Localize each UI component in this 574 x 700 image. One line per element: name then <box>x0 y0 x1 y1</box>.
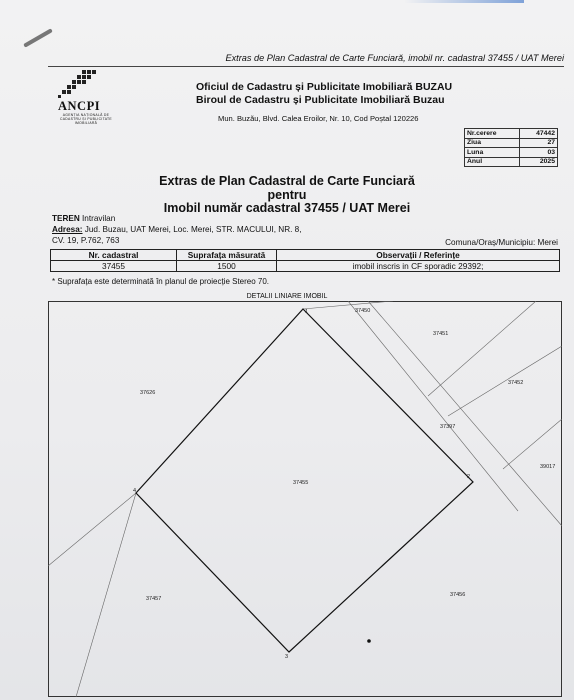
request-value: 27 <box>519 138 557 148</box>
request-value: 03 <box>519 148 557 158</box>
plan-title: DETALII LINIARE IMOBIL <box>246 293 328 300</box>
property-address-line2: CV. 19, P.762, 763 <box>52 236 120 245</box>
observations-cell: imobil inscris in CF sporadic 29392; <box>277 261 560 272</box>
locality: Comuna/Oraș/Municipiu: Merei <box>445 238 558 247</box>
neighbor-boundary <box>503 419 562 469</box>
request-value: 47442 <box>519 129 557 139</box>
header-divider <box>48 66 564 67</box>
document-title-for: pentru <box>267 188 307 202</box>
neighbor-label: 37457 <box>146 596 162 602</box>
neighbor-boundary <box>368 301 562 526</box>
scan-stripe <box>404 0 524 3</box>
table-row <box>465 157 558 167</box>
table-header-row <box>51 250 560 261</box>
land-type-value: Intravilan <box>82 214 116 223</box>
request-label: Nr.cerere <box>465 129 520 139</box>
table-row <box>465 138 558 148</box>
table-row <box>51 261 560 272</box>
ink-dot <box>367 639 371 643</box>
logo-name: ANCPI <box>58 99 101 113</box>
vertex-label: 1 <box>305 309 309 315</box>
cadastral-plan <box>48 301 562 697</box>
address-value: Jud. Buzau, UAT Merei, Loc. Merei, STR. MACULUI, NR. 8, <box>84 225 302 234</box>
neighbor-label: 37456 <box>450 592 466 598</box>
table-row <box>465 129 558 139</box>
projection-note: * Suprafața este determinată în planul de proiecție Stereo 70. <box>52 277 270 286</box>
land-type <box>52 214 115 223</box>
vertex-label: 2 <box>467 474 471 480</box>
parcel-number: 37455 <box>293 480 309 486</box>
table-row <box>465 148 558 158</box>
neighbor-boundary <box>448 346 562 416</box>
extract-header: Extras de Plan Cadastral de Carte Funciară, imobil nr. cadastral 37455 / UAT Merei <box>225 53 564 63</box>
neighbor-label: 37452 <box>508 380 524 386</box>
document-title-property: Imobil număr cadastral 37455 / UAT Merei <box>163 201 411 215</box>
column-header: Suprafața măsurată <box>177 250 277 261</box>
document-title: Extras de Plan Cadastral de Carte Funciară <box>159 174 415 188</box>
neighbor-boundary <box>76 493 136 697</box>
staple-mark <box>23 28 53 47</box>
office-address: Mun. Buzău, Blvd. Calea Eroilor, Nr. 10, Cod Poștal 120226 <box>218 114 419 123</box>
neighbor-label: 37451 <box>433 331 449 337</box>
column-header: Nr. cadastral <box>51 250 177 261</box>
land-type-label: TEREN <box>52 214 80 223</box>
neighbor-boundary <box>303 301 393 309</box>
vertex-label: 4 <box>133 488 137 494</box>
request-label: Anul <box>465 157 520 167</box>
neighbor-label: 39017 <box>540 464 556 470</box>
bureau-name: Biroul de Cadastru și Publicitate Imobiliară Buzau <box>196 94 445 106</box>
address-label: Adresa: <box>52 225 83 234</box>
request-label: Luna <box>465 148 520 158</box>
request-label: Ziua <box>465 138 520 148</box>
request-value: 2025 <box>519 157 557 167</box>
cadastral-number-cell: 37455 <box>51 261 177 272</box>
area-cell: 1500 <box>177 261 277 272</box>
vertex-label: 3 <box>285 654 289 660</box>
logo-subtitle: AGENȚIA NAȚIONALĂ DE CADASTRU ȘI PUBLICITATE IMOBILIARĂ <box>60 113 112 125</box>
neighbor-boundary <box>48 493 136 566</box>
request-table <box>464 128 558 167</box>
parcel-table <box>50 249 560 272</box>
neighbor-label: 37450 <box>355 308 371 314</box>
office-name: Oficiul de Cadastru și Publicitate Imobiliară BUZAU <box>196 81 453 93</box>
neighbor-label: 37397 <box>440 424 456 430</box>
property-address <box>52 225 302 234</box>
neighbor-label: 37626 <box>140 390 156 396</box>
column-header: Observații / Referințe <box>277 250 560 261</box>
